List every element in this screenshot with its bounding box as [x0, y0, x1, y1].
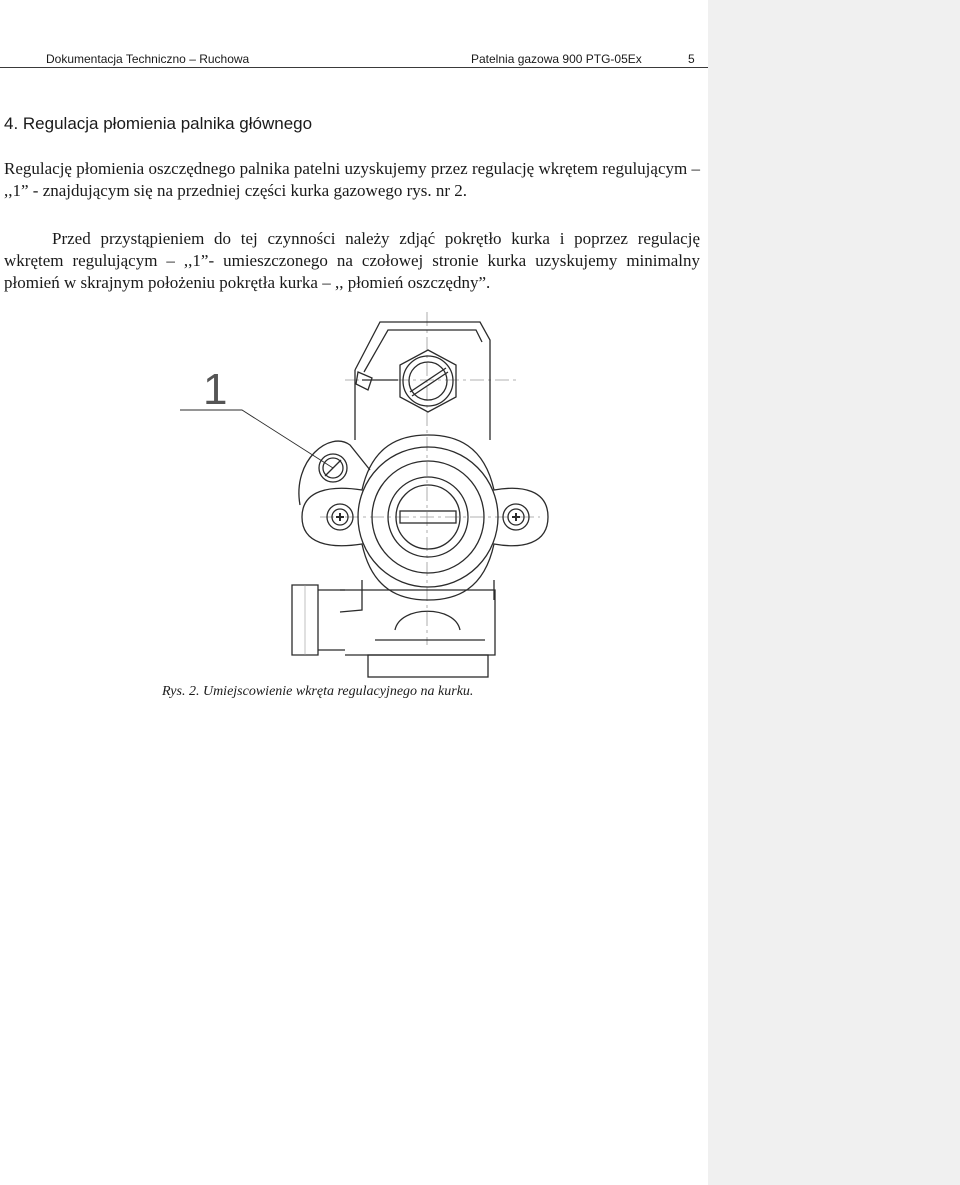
paragraph-2: Przed przystąpieniem do tej czynności należy zdjąć pokrętło kurka i poprzez regulację wkrętem regulującym – ,,1”- umieszczonego na czołowej stronie kurka uzyskujemy minimalny płomień w skrajnym położeniu pokrętła kurka – ,, płomień oszczędny”. — [4, 229, 700, 292]
callout-leader — [180, 410, 333, 468]
paragraph-1: Regulację płomienia oszczędnego palnika patelni uzyskujemy przez regulację wkrętem regulującym – ,,1” - znajdującym się na przedniej części kurka gazowego rys. nr 2. — [4, 159, 700, 200]
valve-base — [368, 655, 488, 677]
header-document-title: Dokumentacja Techniczno – Ruchowa — [46, 52, 250, 66]
valve-top-block — [355, 322, 490, 440]
comment-sidebar — [708, 0, 960, 1185]
section-title: 4. Regulacja płomienia palnika głównego — [4, 114, 313, 133]
header-product-name: Patelnia gazowa 900 PTG-05Ex — [471, 52, 642, 66]
header-page-number: 5 — [688, 52, 695, 66]
header-divider — [0, 67, 708, 68]
callout-label: 1 — [203, 365, 228, 414]
gas-valve-drawing — [150, 308, 580, 686]
figure-caption: Rys. 2. Umiejscowienie wkręta regulacyjnego na kurku. — [162, 684, 474, 699]
